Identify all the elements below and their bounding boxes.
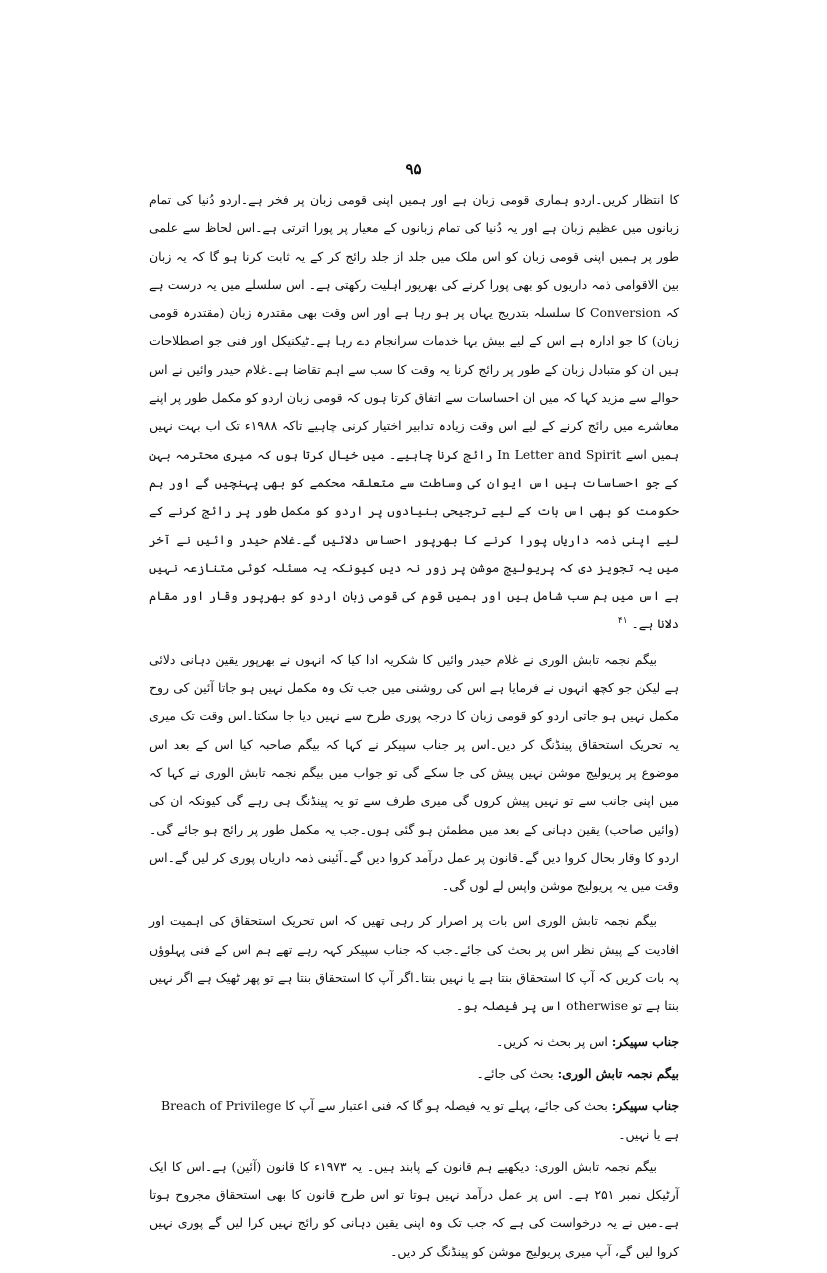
speaker-name: جناب سپیکر:	[611, 1033, 679, 1049]
document-body	[149, 186, 679, 1273]
dialogue-line-1	[149, 1028, 679, 1056]
paragraph-3: بیگم نجمہ تابش الوری اس بات پر اصرار کر رہی تھیں کہ اس تحریک استحقاق کی اہمیت اور افادیت کے پیش نظر اس پر بحث کی جائے۔جب کہ جناب سپیکر کہہ رہے تھے ہم اس کے فنی پہلوؤں پہ بات کریں کہ آپ کا استحقاق بنتا ہے یا نہیں بنتا۔اگر آپ کا استحقاق بنتا ہے تو پھر ٹھیک ہے اگر نہیں بنتا ہے تو otherwise اس پر فیصلہ ہو۔	[149, 913, 679, 1014]
paragraph-1	[149, 186, 679, 639]
speech-text: بحث کی جائے، پہلے تو یہ فیصلہ ہو گا کہ فنی اعتبار سے آپ کا Breach of Privilege ہے یا نہیں۔	[160, 1098, 679, 1142]
speech-text: اس پر بحث نہ کریں۔	[495, 1033, 608, 1049]
paragraph-2: بیگم نجمہ تابش الوری نے غلام حیدر وائیں کا شکریہ ادا کیا کہ انہوں نے بھرپور یقین دہانی دلائی ہے لیکن جو کچھ انہوں نے فرمایا ہے اس کی روشنی میں جب تک وہ مکمل نہیں ہو جاتا آئین کی روح مکمل نہیں ہو جاتی اردو کو قومی زبان کا درجہ پوری طرح سے نہیں دیا جا سکتا۔اس وقت تک میری یہ تحریک استحقاق پینڈنگ کر دیں۔اس پر جناب سپیکر نے کہا کہ بیگم صاحبہ کیا اس کے بعد اس موضوع پر پریولیج موشن نہیں پیش کی جا سکے گی تو جواب میں بیگم نجمہ تابش الوری نے کہا کہ میں اپنی جانب سے تو نہیں پیش کروں گی میری طرف سے تو یہ پینڈنگ ہی رہے گی کیونکہ ان کی (وائیں صاحب) یقین دہانی کے بعد میں مطمئن ہو گئی ہوں۔جب یہ مکمل طور پر رائج ہو جائے گی۔اردو کا وقار بحال کروا دیں گے۔قانون پر عمل درآمد کروا دیں گے۔آئینی ذمہ داریاں پوری کر لیں گے۔اس وقت میں یہ پریولیج موشن واپس لے لوں گی۔	[149, 651, 679, 894]
page-number: ۹۵	[405, 160, 422, 178]
dialogue-line-2	[149, 1060, 679, 1088]
speech-text: بحث کی جائے۔	[476, 1065, 554, 1081]
paragraph-final: بیگم نجمہ تابش الوری: دیکھیے ہم قانون کے پابند ہیں۔ یہ ۱۹۷۳ء کا قانون (آئین) ہے۔اس کا ایک آرٹیکل نمبر ۲۵۱ ہے۔ اس پر عمل درآمد نہیں ہوتا تو اس طرح قانون کا بھی استحقاق مجروح ہوتا ہے۔میں نے یہ درخواست کی ہے کہ جب تک وہ اپنی یقین دہانی کو رائج نہیں کرا لیں گے پوری نہیں کروا لیں گے، آپ میری پریولیج موشن کو پینڈنگ کر دیں۔	[149, 1158, 680, 1259]
dialogue-line-3	[149, 1092, 679, 1149]
paragraph-1-text: کا انتظار کریں۔اردو ہماری قومی زبان ہے اور ہمیں اپنی قومی زبان پر فخر ہے۔اردو دُنیا کی تمام زبانوں میں عظیم زبان ہے اور یہ دُنیا کی تمام زبانوں کے معیار پر پورا اترتی ہے۔اس لحاظ سے علمی طور پر ہمیں اپنی قومی زبان کو اس ملک میں جلد از جلد رائج کر کے یہ ثابت کرنا ہو گا کہ یہ زبان بین الاقوامی ذمہ داریوں کو بھی پورا کرنے کی بھرپور اہلیت رکھتی ہے۔ اس سلسلے میں یہ درست ہے کہ Conversion کا سلسلہ بتدریج یہاں پر ہو رہا ہے اور اس وقت بھی مقتدرہ زبان (مقتدرہ قومی زبان) کا جو ادارہ ہے اس کے لیے بیش بہا خدمات سرانجام دے رہا ہے۔ٹیکنیکل اور فنی جو اصطلاحات ہیں ان کو متبادل زبان کے طور پر رائج کرنا یہ وقت کا سب سے اہم تقاضا ہے۔غلام حیدر وائیں نے اس حوالے سے مزید کہا کہ میں ان احساسات سے اتفاق کرتا ہوں کہ قومی زبان اردو کو مکمل طور پر اپنے معاشرے میں رائج کرنے کے لیے اس وقت زیادہ تدابیر اختیار کرنی چاہیے تاکہ ۱۹۸۸ء تک اب بہت نہیں ہمیں اسے In Letter and Spirit رائج کرنا چاہیے۔ میں خیال کرتا ہوں کہ میری محترمہ بہن کے جو احساسات ہیں اس ایوان کی وساطت سے متعلقہ محکمے کو بھی پہنچیں گے اور ہم حکومت کو بھی اس بات کے لیے ترجیحی بنیادوں پر اردو کو مکمل طور پر رائج کرنے کے لیے اپنی ذمہ داریاں پورا کرنے کا بھرپور احساس دلائیں گے۔غلام حیدر وائیں نے آخر میں یہ تجویز دی کہ پریولیج موشن پر زور نہ دیں کیونکہ یہ مسئلہ کوئی متنازعہ نہیں ہے اس میں ہم سب شامل ہیں اور ہمیں قوم کی قومی زبان اردو کو بھرپور وقار اور مقام دلانا ہے۔	[149, 192, 680, 632]
speaker-name: بیگم نجمہ تابش الوری:	[557, 1065, 679, 1081]
speaker-name: جناب سپیکر:	[611, 1098, 679, 1114]
footnote-marker: ۴۱	[617, 616, 628, 627]
